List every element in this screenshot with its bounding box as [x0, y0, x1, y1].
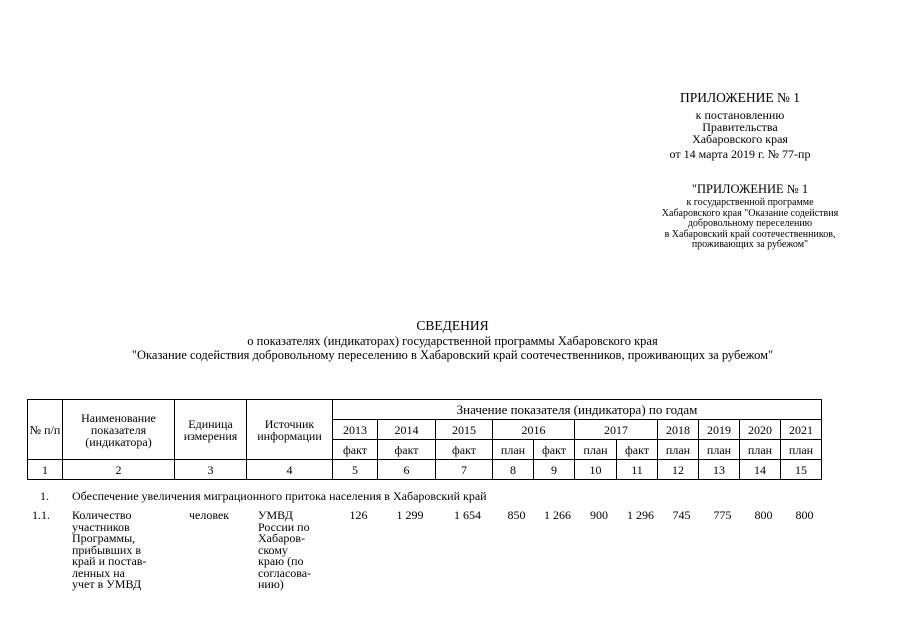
annex-2-line: к государственной программе [686, 197, 814, 208]
column-number-cell: 11 [617, 460, 658, 480]
type-cell: факт [333, 440, 378, 460]
column-number-cell: 8 [493, 460, 534, 480]
column-number-cell: 6 [378, 460, 436, 480]
year-cell: 2015 [436, 420, 493, 440]
column-number-cell: 14 [740, 460, 781, 480]
row-value-cell: 850 [507, 508, 526, 522]
type-cell: план [740, 440, 781, 460]
type-cell: план [658, 440, 699, 460]
row-source-line: России по [258, 519, 310, 534]
column-number-cell: 3 [175, 460, 247, 480]
row-value-cell: 1 266 [544, 508, 571, 522]
row-value-cell: 900 [590, 508, 608, 522]
row-source-line: краю (по [258, 554, 304, 568]
header-num: № п/п [28, 400, 63, 460]
type-cell: факт [534, 440, 575, 460]
column-number-cell: 10 [575, 460, 617, 480]
row-source [258, 510, 338, 591]
section-title: Обеспечение увеличения миграционного притока населения в Хабаровский край [72, 489, 487, 503]
type-cell: факт [617, 440, 658, 460]
year-cell: 2016 [493, 420, 575, 440]
type-cell: факт [378, 440, 436, 460]
column-number-cell: 15 [781, 460, 822, 480]
row-unit: человек [189, 508, 230, 522]
column-number-cell: 9 [534, 460, 575, 480]
row-source-line: Хабаров- [258, 531, 306, 545]
document-title-block [40, 318, 865, 362]
row-value-cell: 1 299 [396, 508, 424, 522]
column-number-cell: 7 [436, 460, 493, 480]
header-values-title: Значение показателя (индикатора) по годам [333, 400, 822, 420]
row-indicator-name-line: ленных на [72, 565, 125, 580]
year-cell: 2019 [699, 420, 740, 440]
row-source-line: нию) [258, 577, 284, 591]
type-cell: план [493, 440, 534, 460]
column-number-cell: 1 [28, 460, 63, 480]
annex-2-line: в Хабаровский край соотечественников, [664, 228, 836, 240]
annex-1-line: к постановлению [695, 108, 785, 122]
year-cell: 2014 [378, 420, 436, 440]
annex-2-line: Хабаровского края "Оказание содействия [661, 207, 839, 219]
column-number-cell: 12 [658, 460, 699, 480]
row-value-cell: 1 296 [627, 508, 654, 522]
year-cell: 2020 [740, 420, 781, 440]
type-cell: план [699, 440, 740, 460]
annex-2-block [600, 182, 900, 251]
type-cell: факт [436, 440, 493, 460]
header-name: Наименование показателя (индикатора) [63, 400, 175, 460]
document-subtitle-line-2: "Оказание содействия добровольному переселению в Хабаровский край соотечественников, проживающих за рубежом" [131, 348, 774, 362]
row-value-cell: 800 [795, 508, 814, 522]
year-cell: 2017 [575, 420, 658, 440]
section-number: 1. [40, 489, 49, 503]
row-number: 1.1. [32, 508, 50, 522]
row-indicator-name-line: участников [72, 519, 130, 534]
year-cell: 2013 [333, 420, 378, 440]
annex-1-line: Хабаровского края [692, 132, 788, 146]
year-cell: 2018 [658, 420, 699, 440]
type-cell: план [781, 440, 822, 460]
row-value-cell: 1 654 [454, 508, 481, 522]
row-value-cell: 775 [713, 508, 732, 522]
column-number-cell: 13 [699, 460, 740, 480]
annex-1-line: Правительства [702, 120, 778, 134]
indicators-header-table [27, 399, 822, 480]
document-heading: СВЕДЕНИЯ [416, 318, 489, 333]
header-unit: Единица измерения [175, 400, 247, 460]
annex-2-line: добровольному переселению [687, 218, 813, 229]
header-source: Источник информации [247, 400, 333, 460]
column-number-cell: 2 [63, 460, 175, 480]
row-source-line: УМВД [258, 508, 293, 522]
document-subtitle-line-1: о показателях (индикаторах) государственной программы Хабаровского края [247, 334, 658, 348]
annex-1-date: от 14 марта 2019 г. № 77-пр [669, 147, 811, 161]
column-number-cell: 5 [333, 460, 378, 480]
row-indicator-name-line: край и постав- [72, 554, 147, 568]
row-value-cell: 126 [349, 508, 368, 522]
annex-1-block [600, 90, 880, 161]
row-value-cell: 800 [754, 508, 773, 522]
row-source-line: скому [258, 542, 288, 557]
row-indicator-name-line: Количество [72, 508, 132, 522]
row-indicator-name [72, 510, 176, 591]
year-cell: 2021 [781, 420, 822, 440]
row-source-line: согласова- [258, 565, 312, 580]
type-cell: план [575, 440, 617, 460]
row-indicator-name-line: прибывших в [72, 542, 142, 557]
row-indicator-name-line: Программы, [72, 531, 136, 545]
annex-2-title: "ПРИЛОЖЕНИЕ № 1 [691, 182, 809, 196]
row-value-cell: 745 [672, 508, 691, 522]
annex-1-title: ПРИЛОЖЕНИЕ № 1 [679, 90, 801, 105]
column-number-cell: 4 [247, 460, 333, 480]
annex-2-line: проживающих за рубежом" [691, 239, 809, 250]
row-indicator-name-line: учет в УМВД [72, 577, 142, 591]
